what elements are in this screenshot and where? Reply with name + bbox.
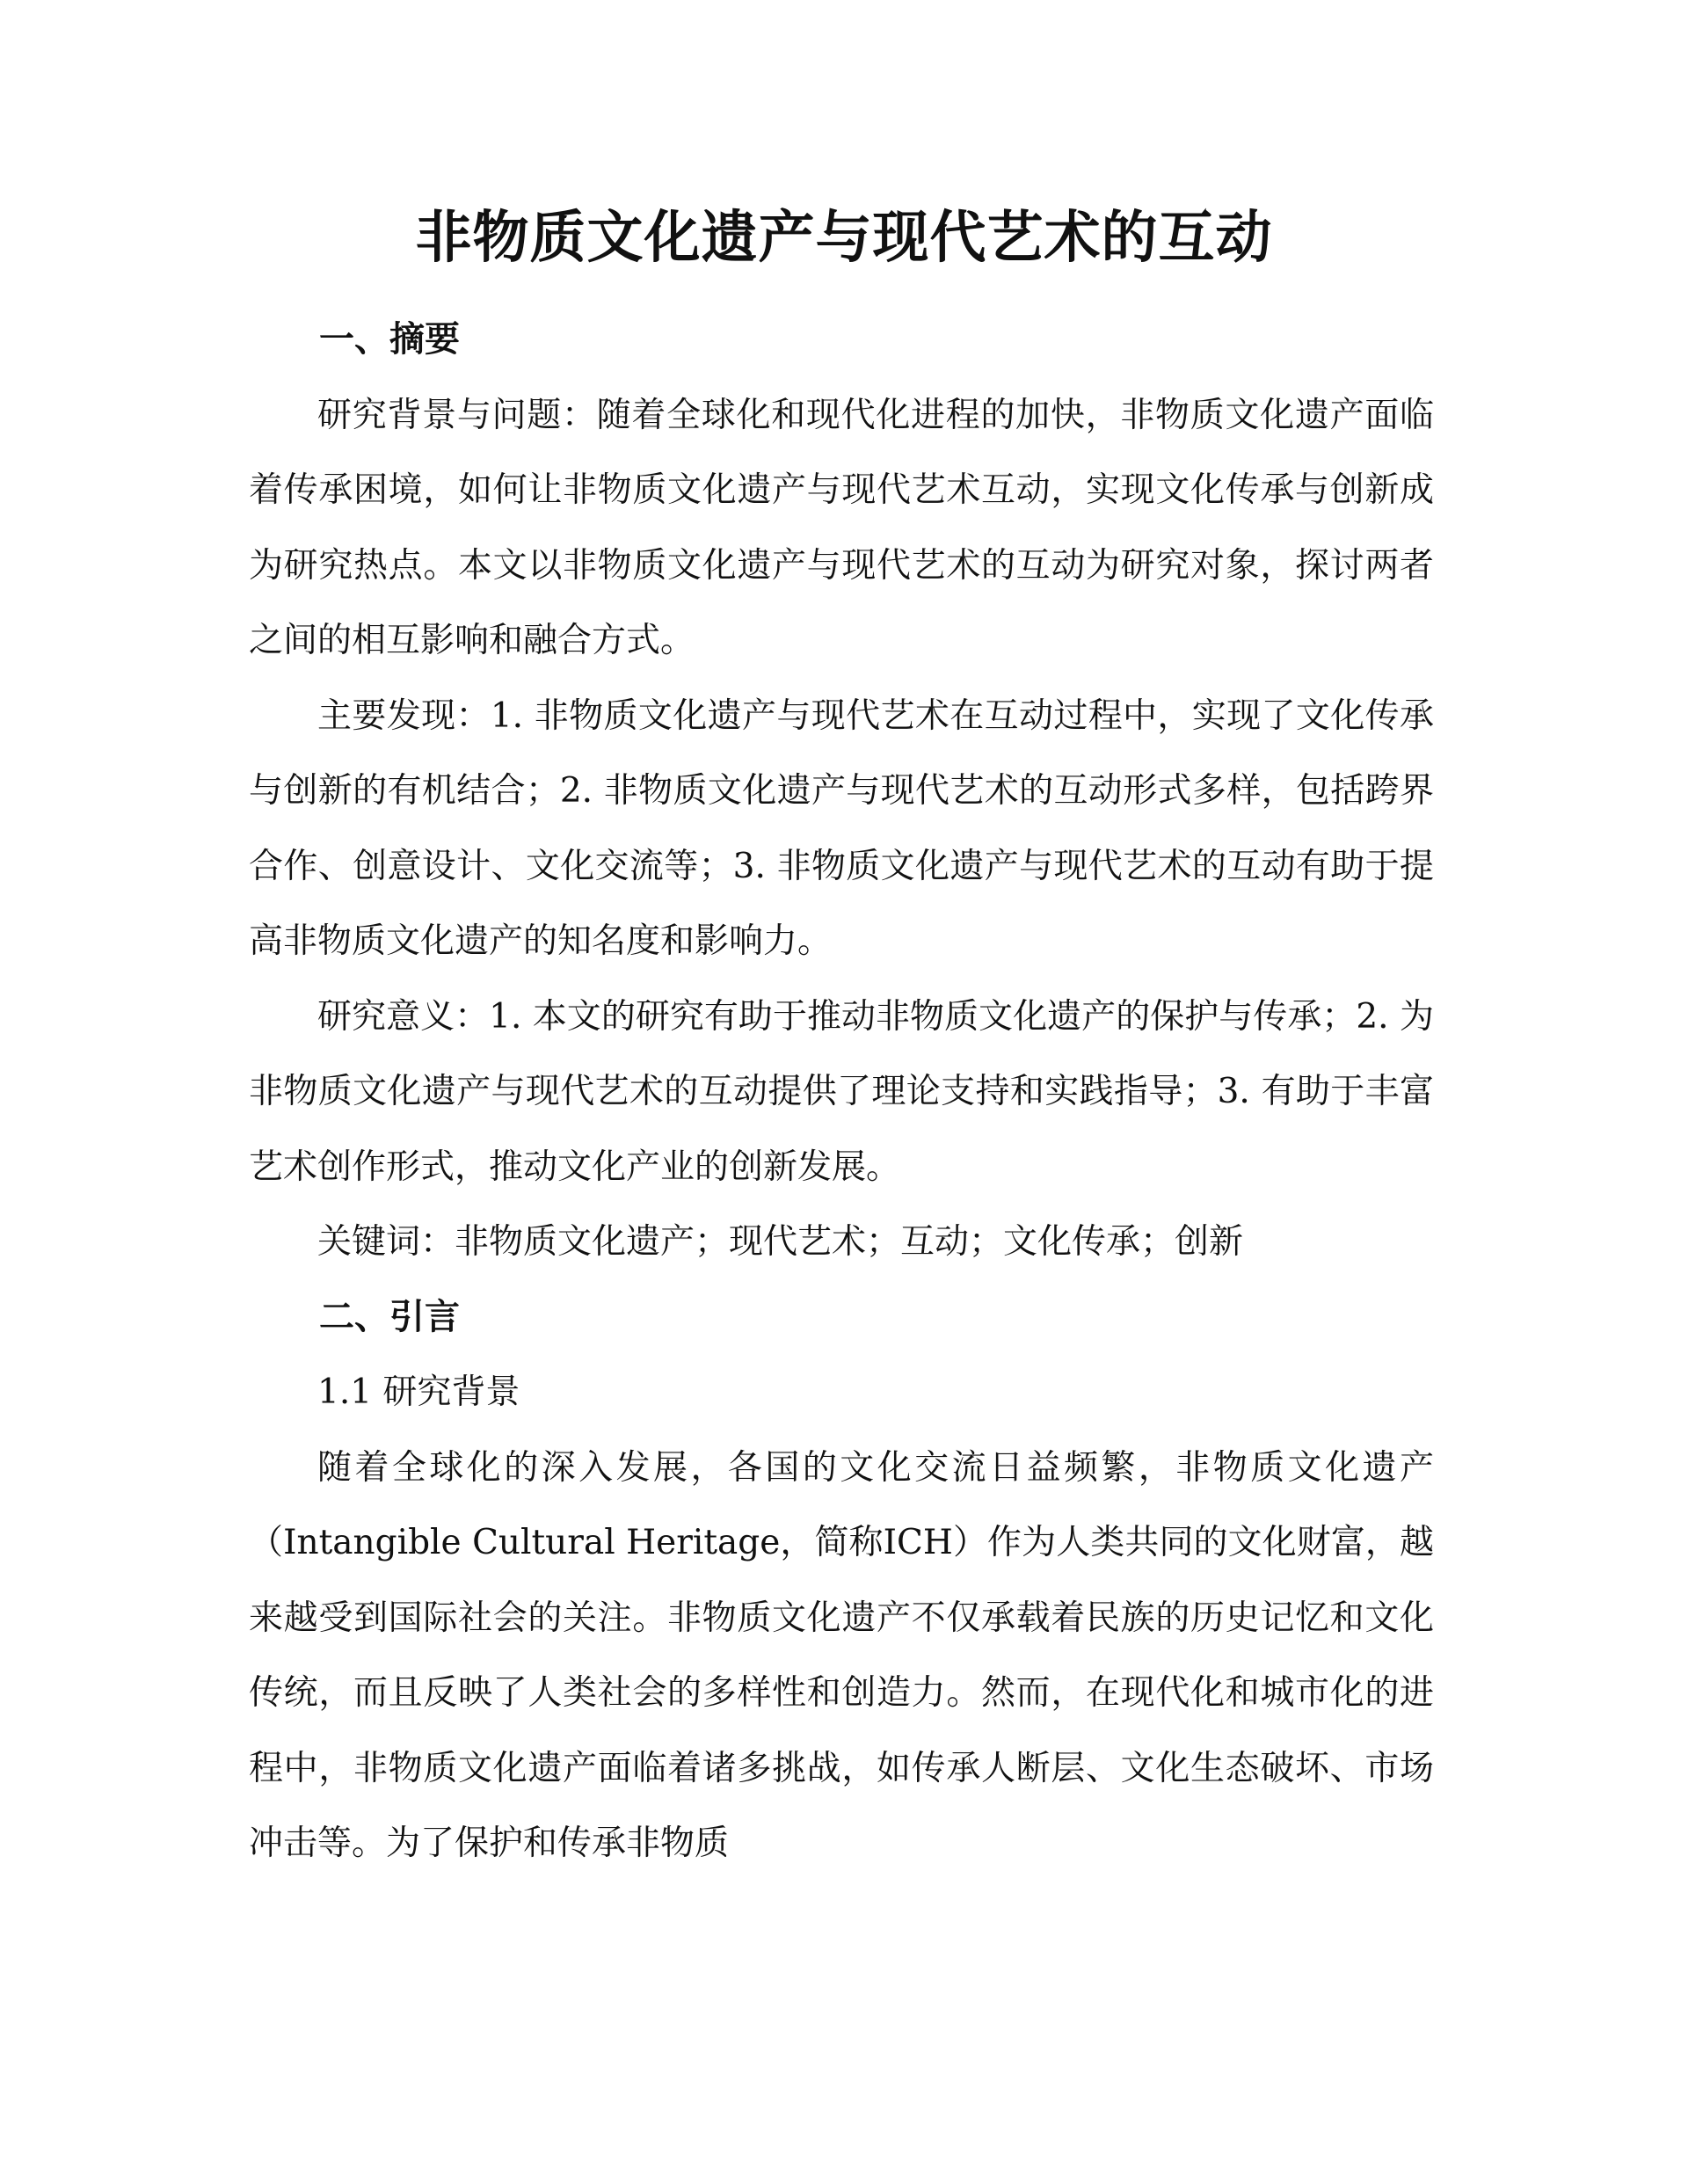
abstract-background-paragraph: 研究背景与问题：随着全球化和现代化进程的加快，非物质文化遗产面临着传承困境，如何让非物质文化遗产与现代艺术互动，实现文化传承与创新成为研究热点。本文以非物质文化遗产与现代艺术的互动为研究对象，探讨两者之间的相互影响和融合方式。 (249, 395, 1434, 660)
abstract-findings-paragraph: 主要发现：1. 非物质文化遗产与现代艺术在互动过程中，实现了文化传承与创新的有机结合；2. 非物质文化遗产与现代艺术的互动形式多样，包括跨界合作、创意设计、文化交流等；3. 非物质文化遗产与现代艺术的互动有助于提高非物质文化遗产的知名度和影响力。 (249, 695, 1434, 961)
intro-heading: 二、引言 (319, 1296, 460, 1337)
intro-subheading: 1.1 研究背景 (317, 1372, 520, 1412)
abstract-significance-paragraph: 研究意义：1. 本文的研究有助于推动非物质文化遗产的保护与传承；2. 为非物质文化遗产与现代艺术的互动提供了理论支持和实践指导；3. 有助于丰富艺术创作形式，推动文化产业的创新发展。 (249, 996, 1434, 1187)
document-body (249, 302, 1434, 1882)
abstract-heading: 一、摘要 (319, 319, 460, 360)
keywords-line: 关键词：非物质文化遗产；现代艺术；互动；文化传承；创新 (317, 1222, 1244, 1262)
document-title: 非物质文化遗产与现代艺术的互动 (415, 206, 1273, 271)
intro-paragraph: 随着全球化的深入发展，各国的文化交流日益频繁，非物质文化遗产（Intangible Cultural Heritage，简称ICH）作为人类共同的文化财富，越来越受到国际社会的关注。非物质文化遗产不仅承载着民族的历史记忆和文化传统，而且反映了人类社会的多样性和创造力。然而，在现代化和城市化的进程中，非物质文化遗产面临着诸多挑战，如传承人断层、文化生态破坏、市场冲击等。为了保护和传承非物质 (249, 1447, 1434, 1863)
